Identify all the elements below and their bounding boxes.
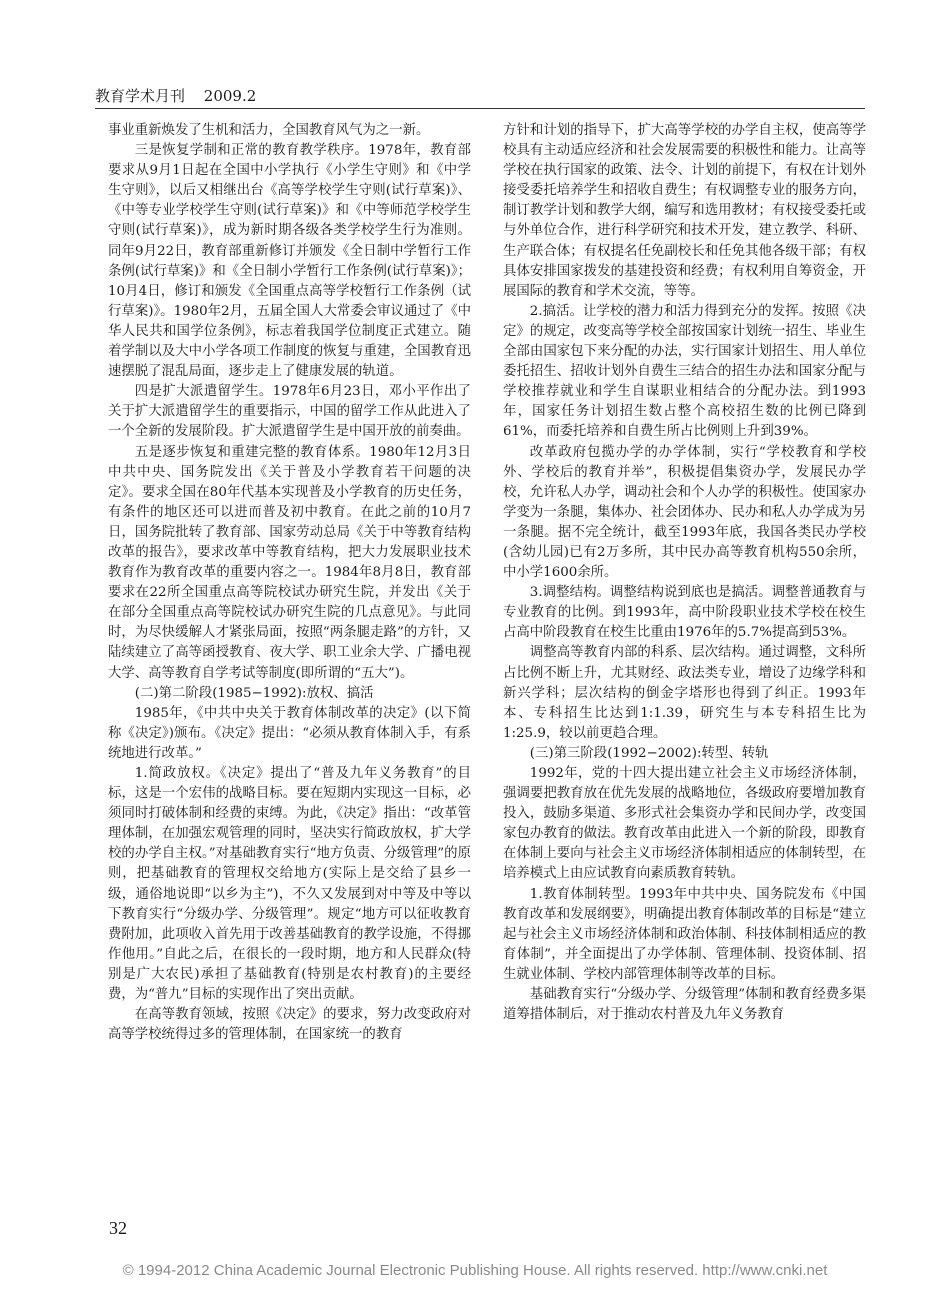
journal-name: 教育学术月刊	[95, 87, 186, 105]
paragraph: 1992年，党的十四大提出建立社会主义市场经济体制，强调要把教育放在优先发展的战略地位，各级政府要增加教育投入，鼓励多渠道、多形式社会集资办学和民间办学，改变国家包办教育的做法。教育改革由此进入一个新的阶段，即教育在体制上要向与社会主义市场经济体制相适应的体制转型，在培养模式上由应试教育向素质教育转轨。	[503, 766, 866, 882]
section-heading: (三)第三阶段(1992−2002):转型、转轨	[529, 745, 769, 761]
paragraph: 1985年，《中共中央关于教育体制改革的决定》(以下简称《决定》)颁布。《决定》提出：“必须从教育体制入手，有系统地进行改革。”	[108, 705, 471, 761]
paragraph: 五是逐步恢复和重建完整的教育体系。1980年12月3日中共中央、国务院发出《关于普及小学教育若干问题的决定》。要求全国在80年代基本实现普及小学教育的历史任务，有条件的地区还可以进而普及初中教育。在此之前的10月7日，国务院批转了教育部、国家劳动总局《关于中等教育结构改革的报告》，要求改革中等教育结构，把大力发展职业技术教育作为教育改革的重要内容之一。1984年8月8日，教育部要求在22所全国重点高等院校试办研究生院，并发出《关于在部分全国重点高等院校试办研究生院的几点意见》。与此同时，为尽快缓解人才紧张局面，按照“两条腿走路”的方针，又陆续建立了高等函授教育、夜大学、职工业余大学、广播电视大学、高等教育自学考试等制度(即所谓的“五大”)。	[108, 444, 471, 681]
paragraph: 在高等教育领域，按照《决定》的要求，努力改变政府对高等学校统得过多的管理体制，在国家统一的教育	[108, 1007, 471, 1043]
right-column	[503, 121, 866, 1025]
running-header	[95, 86, 865, 109]
paragraph: 基础教育实行“分级办学、分级管理”体制和教育经费多渠道筹措体制后，对于推动农村普及九年义务教育	[503, 987, 866, 1023]
copyright-footer: © 1994-2012 China Academic Journal Electronic Publishing House. All rights reserved. http://www.cnki.net	[122, 1262, 828, 1279]
paragraph: 改革政府包揽办学的办学体制，实行“学校教育和学校外、学校后的教育并举”，积极提倡集资办学，发展民办学校，允许私人办学，调动社会和个人办学的积极性。使国家办学变为一条腿，集体办、社会团体办、民办和私人办学成为另一条腿。据不完全统计，截至1993年底，我国各类民办学校(含幼儿园)已有2万多所，其中民办高等教育机构550余所，中小学1600余所。	[503, 444, 866, 581]
section-heading: (二)第二阶段(1985−1992):放权、搞活	[134, 685, 374, 701]
paragraph: 事业重新焕发了生机和活力，全国教育风气为之一新。	[108, 123, 430, 138]
paragraph: 1.教育体制转型。1993年中共中央、国务院发布《中国教育改革和发展纲要》，明确提出教育体制改革的目标是“建立起与社会主义市场经济体制和政治体制、科技体制相适应的教育体制”，并全面提出了办学体制、管理体制、投资体制、招生就业体制、学校内部管理体制等改革的目标。	[503, 886, 866, 982]
paragraph: 四是扩大派遣留学生。1978年6月23日，邓小平作出了关于扩大派遣留学生的重要指示，中国的留学工作从此进入了一个全新的发展阶段。扩大派遣留学生是中国开放的前奏曲。	[108, 384, 471, 440]
paragraph: 调整高等教育内部的科系、层次结构。通过调整，文科所占比例不断上升，尤其财经、政法类专业，增设了边缘学科和新兴学科；层次结构的倒金字塔形也得到了纠正。1993年本、专科招生比达到1:1.39，研究生与本专科招生比为1:25.9，较以前更趋合理。	[503, 645, 866, 741]
left-column	[108, 121, 471, 1045]
paragraph: 3.调整结构。调整结构说到底也是搞活。调整普通教育与专业教育的比例。到1993年，高中阶段职业技术学校在校生占高中阶段教育在校生比重由1976年的5.7%提高到53%。	[503, 585, 866, 641]
page-number: 32	[109, 1218, 127, 1238]
paragraph: 方针和计划的指导下，扩大高等学校的办学自主权，使高等学校具有主动适应经济和社会发展需要的积极性和能力。让高等学校在执行国家的政策、法令、计划的前提下，有权在计划外接受委托培养学生和招收自费生；有权调整专业的服务方向，制订教学计划和教学大纲，编写和选用教材；有权接受委托或与外单位合作，进行科学研究和技术开发，建立教学、科研、生产联合体；有权提名任免副校长和任免其他各级干部；有权具体安排国家拨发的基建投资和经费；有权利用自筹资金，开展国际的教育和学术交流，等等。	[503, 123, 866, 299]
paragraph: 2.搞活。让学校的潜力和活力得到充分的发挥。按照《决定》的规定，改变高等学校全部按国家计划统一招生、毕业生全部由国家包下来分配的办法，实行国家计划招生、用人单位委托招生、招收计划外自费生三结合的招生办法和国家分配与学校推荐就业和学生自谋职业相结合的分配办法。到1993年，国家任务计划招生数占整个高校招生数的比例已降到61%，而委托培养和自费生所占比例则上升到39%。	[503, 303, 866, 440]
paragraph: 三是恢复学制和正常的教育教学秩序。1978年，教育部要求从9月1日起在全国中小学执行《小学生守则》和《中学生守则》，以后又相继出台《高等学校学生守则(试行草案)》、《中等专业学校学生守则(试行草案)》和《中等师范学校学生守则(试行草案)》，成为新时期各级各类学校学生行为准则。同年9月22日，教育部重新修订并颁发《全日制中学暂行工作条例(试行草案)》和《全日制小学暂行工作条例(试行草案)》；10月4日，修订和颁发《全国重点高等学校暂行工作条例（试行草案)》。1980年2月，五届全国人大常委会审议通过了《中华人民共和国学位条例》，标志着我国学位制度正式建立。随着学制以及大中小学各项工作制度的恢复与重建，全国教育迅速摆脱了混乱局面，逐步走上了健康发展的轨道。	[108, 143, 471, 380]
paragraph: 1.简政放权。《决定》提出了“普及九年义务教育”的目标，这是一个宏伟的战略目标。要在短期内实现这一目标，必须同时打破体制和经费的束缚。为此，《决定》指出：“改革管理体制，在加强宏观管理的同时，坚决实行简政放权，扩大学校的办学自主权。”对基础教育实行“地方负责、分级管理”的原则，把基础教育的管理权交给地方(实际上是交给了县乡一级，通俗地说即“以乡为主”)，不久又发展到对中等及中等以下教育实行“分级办学、分级管理”。规定“地方可以征收教育费附加，此项收入首先用于改善基础教育的教学设施，不得挪作他用。”自此之后，在很长的一段时期，地方和人民群众(特别是广大农民)承担了基础教育(特别是农村教育)的主要经费，为“普九”目标的实现作出了突出贡献。	[108, 766, 471, 1003]
issue-number: 2009.2	[203, 87, 257, 105]
